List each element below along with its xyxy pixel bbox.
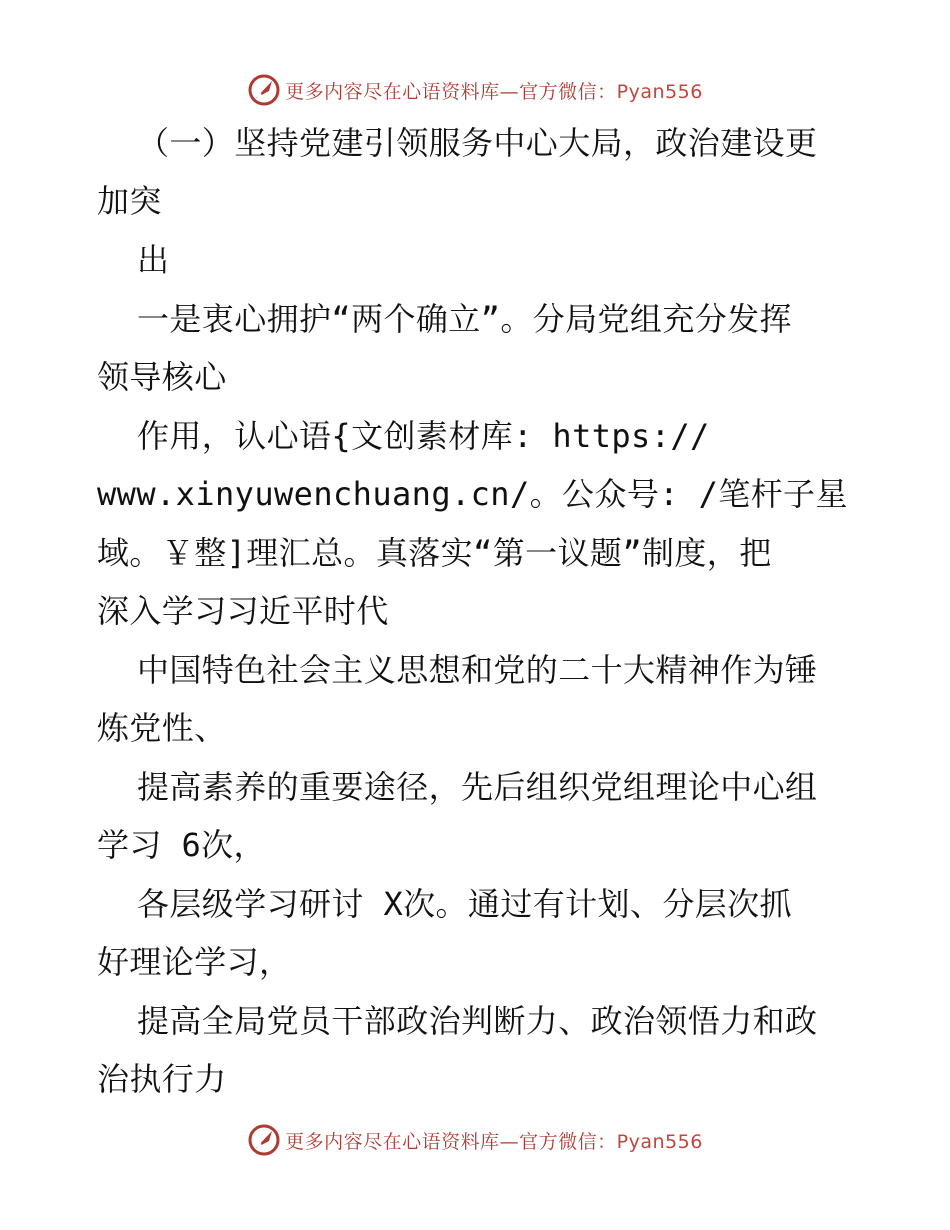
text-line: 出 <box>137 241 170 279</box>
text-line: （一）坚持党建引领服务中心大局，政治建设更 <box>137 124 818 162</box>
text-line: 炼党性、 <box>97 709 227 747</box>
text-line: 提高全局党员干部政治判断力、政治领悟力和政 <box>137 1002 818 1040</box>
watermark-wechat-id: Pyan556 <box>616 80 703 103</box>
text-line: 加突 <box>97 182 162 220</box>
watermark-text: 更多内容尽在心语资料库—官方微信：Pyan556 <box>285 1130 703 1153</box>
text-line: 提高素养的重要途径，先后组织党组理论中心组 <box>137 768 818 806</box>
quill-logo-icon <box>247 73 281 107</box>
footer-watermark <box>0 1120 950 1160</box>
text-line: 中国特色社会主义思想和党的二十大精神作为锤 <box>137 651 818 689</box>
watermark-text: 更多内容尽在心语资料库—官方微信：Pyan556 <box>285 80 703 103</box>
watermark-wechat-id: Pyan556 <box>616 1130 703 1153</box>
text-line: 各层级学习研讨 X次。通过有计划、分层次抓 <box>137 885 792 923</box>
text-line: 学习 6次， <box>97 826 266 864</box>
text-line: 治执行力 <box>97 1060 227 1098</box>
text-line: 好理论学习， <box>97 943 292 981</box>
text-line: www.xinyuwenchuang.cn/。公众号: /笔杆子星 <box>97 475 848 513</box>
quill-logo-icon <box>247 1123 281 1157</box>
text-line: 领导核心 <box>97 358 227 396</box>
text-line: 域。￥整]理汇总。真落实“第一议题”制度，把 <box>97 534 772 572</box>
text-line: 作用，认心语{文创素材库: https:// <box>137 417 710 455</box>
header-watermark <box>0 70 950 110</box>
text-line: 一是衷心拥护“两个确立”。分局党组充分发挥 <box>137 300 792 338</box>
text-line: 深入学习习近平时代 <box>97 592 389 630</box>
